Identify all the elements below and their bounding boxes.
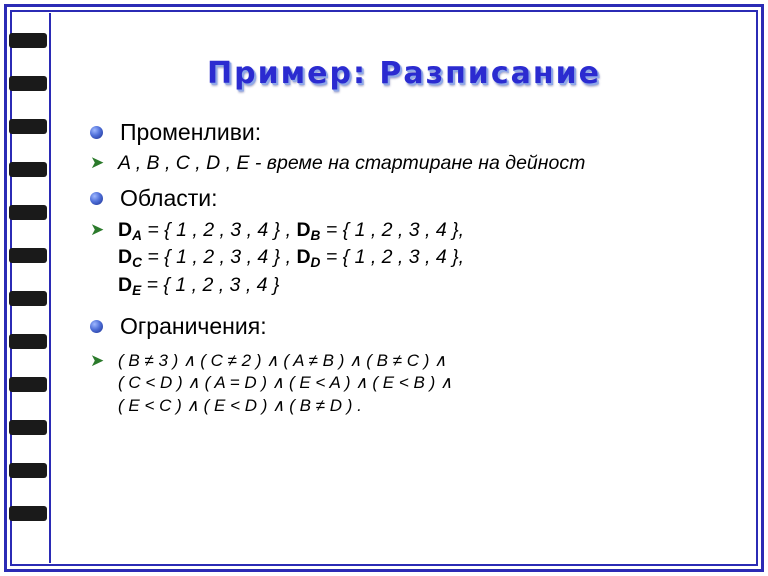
- constraints-text-1: ( B ≠ 3 ) ∧ ( C ≠ 2 ) ∧ ( A ≠ B ) ∧ ( B ≠ C ) ∧: [118, 350, 447, 370]
- section-heading-domains: [88, 185, 744, 211]
- section-variables: [88, 119, 744, 176]
- binding-ring-icon: [9, 420, 47, 435]
- section-domains: [88, 185, 744, 299]
- section-heading-variables: [88, 119, 744, 145]
- variables-line: [88, 152, 744, 176]
- section-constraints: [88, 313, 744, 417]
- constraints-line-1: [88, 350, 744, 372]
- binding-ring-icon: [9, 205, 47, 220]
- heading-text: Области:: [120, 185, 218, 212]
- binding-ring-icon: [9, 248, 47, 263]
- constraints-line-2: [88, 372, 744, 394]
- slide-page: [54, 14, 754, 562]
- arrow-bullet-icon: ➤: [90, 219, 105, 240]
- constraints-text-3: ( E < C ) ∧ ( E < D ) ∧ ( B ≠ D ) .: [118, 396, 362, 415]
- variables-text: A , B , C , D , E - време на стартиране на дейност: [118, 152, 586, 175]
- binding-ring-icon: [9, 33, 47, 48]
- binding-ring-icon: [9, 377, 47, 392]
- slide-title: Пример: Разписание: [207, 56, 601, 91]
- binding-ring-icon: [9, 291, 47, 306]
- section-heading-constraints: [88, 313, 744, 339]
- binding-ring-icon: [9, 506, 47, 521]
- spiral-binding: [13, 13, 51, 563]
- binding-ring-icon: [9, 463, 47, 478]
- constraints-line-3: [88, 395, 744, 417]
- heading-text: Променливи:: [120, 119, 262, 145]
- domains-line-2: [88, 246, 744, 271]
- binding-ring-icon: [9, 334, 47, 349]
- slide-content: [88, 110, 744, 417]
- arrow-bullet-icon: ➤: [90, 350, 105, 371]
- domains-line-3: [88, 274, 744, 299]
- domains-row-c-d: $D_C$ = { 1 , 2 , 3 , 4 } , $D_D$ = { 1 , 2 , 3 , 4 },: [118, 246, 465, 270]
- disc-bullet-icon: [90, 192, 103, 205]
- heading-text: Ограничения:: [120, 313, 267, 340]
- domains-line-1: [88, 219, 744, 244]
- arrow-bullet-icon: ➤: [90, 153, 105, 174]
- domains-row-e: $D_E$ = { 1 , 2 , 3 , 4 }: [118, 273, 280, 298]
- binding-ring-icon: [9, 162, 47, 177]
- binding-ring-icon: [9, 76, 47, 91]
- constraints-text-2: ( C < D ) ∧ ( A = D ) ∧ ( E < A ) ∧ ( E < B ) ∧: [118, 373, 453, 393]
- domains-row-a-b: $D_A$ = { 1 , 2 , 3 , 4 } , $D_B$ = { 1 , 2 , 3 , 4 },: [118, 218, 465, 243]
- disc-bullet-icon: [90, 320, 103, 333]
- disc-bullet-icon: [90, 126, 103, 139]
- binding-ring-icon: [9, 119, 47, 134]
